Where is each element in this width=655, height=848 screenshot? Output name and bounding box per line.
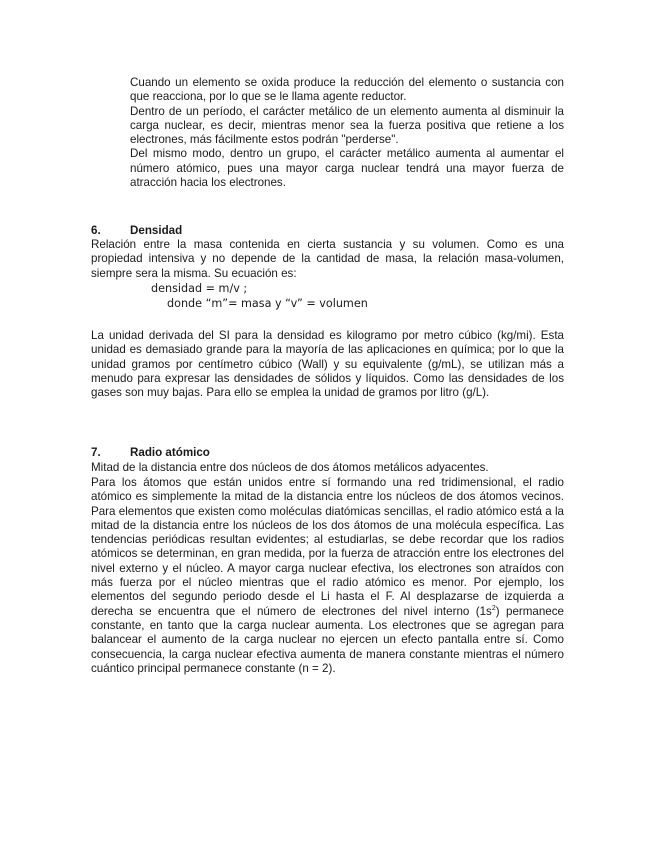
superscript-two: 2 (491, 604, 496, 612)
section-7-body-part-2: ) permanece constante, en tanto que la carga nuclear aumenta. Los electrones que se agregan para balancear el aumento de la carga nuclear no ejercen un efecto pantalla entre sí. Como consecuencia, la carga nuclear efectiva aumenta de manera constante mientras el número cuántico principal permanece constante (n = 2). (91, 604, 564, 675)
section-6-definition: Relación entre la masa contenida en cierta sustancia y su volumen. Como es una propiedad intensiva y no depende de la cantidad de masa, la relación masa-volumen, siempre sera la misma. Su ecuación es: (91, 238, 564, 280)
section-7-definition: Mitad de la distancia entre dos núcleos de dos átomos metálicos adyacentes. (91, 461, 489, 474)
section-7-number: 7. (91, 446, 101, 459)
section-6-number: 6. (91, 224, 101, 237)
section-7-body (91, 476, 564, 676)
density-formula-note: donde “m”= masa y “v” = volumen (167, 297, 368, 310)
section-6-heading (91, 224, 564, 238)
section-7-title: Radio atómico (130, 446, 210, 459)
section-6-unit-paragraph: La unidad derivada del SI para la densidad es kilogramo por metro cúbico (kg/mi). Esta unidad es demasiado grande para la mayoría de las aplicaciones en química; por lo que la unidad gramos por centímetro cúbico (Wall) y su equivalente (g/mL), se utilizan más a menudo para expresar las densidades de sólidos y líquidos. Como las densidades de los gases son muy bajas. Para ello se emplea la unidad de gramos por litro (g/L). (91, 329, 564, 400)
section-6-title: Densidad (130, 224, 183, 237)
intro-paragraph: Del mismo modo, dentro un grupo, el carácter metálico aumenta al aumentar el número atómico, pues una mayor carga nuclear tendrá una mayor fuerza de atracción hacia los electrones. (130, 147, 564, 190)
section-7-body-part-1: Para los átomos que están unidos entre sí formando una red tridimensional, el radio atómico es simplemente la mitad de la distancia entre los núcleos de dos átomos vecinos. Para elementos que existen como moléculas diatómicas sencillas, el radio atómico está a la mitad de la distancia entre los núcleos de los dos átomos de una molécula específica. Las tendencias periódicas resultan evidentes; al estudiarlas, se debe recordar que los radios atómicos se determinan, en gran medida, por la fuerza de atracción entre los electrones del nivel externo y el núcleo. A mayor carga nuclear efectiva, los electrones son atraídos con más fuerza por el núcleo mientras que el radio atómico es menor. Por ejemplo, los elementos del segundo periodo desde el Li hasta el F. Al desplazarse de izquierda a derecha se encuentra que el número de electrones del nivel interno (1s (91, 476, 564, 618)
density-formula: densidad = m/v ; (151, 282, 248, 295)
intro-paragraph: Dentro de un período, el carácter metálico de un elemento aumenta al disminuir la carga nuclear, es decir, mientras menor sea la fuerza positiva que retiene a los electrones, más fácilmente estos podrán "perderse". (130, 104, 564, 147)
intro-paragraph: Cuando un elemento se oxida produce la reducción del elemento o sustancia con que reacciona, por lo que se le llama agente reductor. (130, 76, 564, 104)
intro-block (130, 76, 564, 190)
section-7-heading (91, 446, 564, 460)
